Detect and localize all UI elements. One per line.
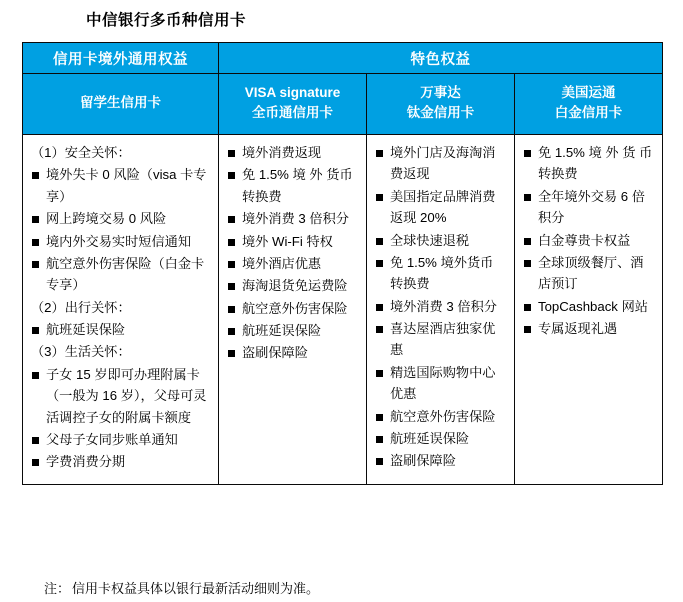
benefit-item: 航空意外伤害保险 (375, 406, 506, 427)
benefit-item: 父母子女同步账单通知 (31, 429, 210, 450)
benefit-item: 境外消费 3 倍积分 (227, 208, 358, 229)
benefit-item: 全球快速退税 (375, 230, 506, 251)
benefits-cell-visa-signature (219, 135, 367, 485)
benefit-item: 航空意外伤害保险（白金卡专享） (31, 253, 210, 296)
benefit-item: 境外门店及海淘消费返现 (375, 142, 506, 185)
benefit-item: 境外失卡 0 风险（visa 卡专享） (31, 164, 210, 207)
benefit-item: 喜达屋酒店独家优惠 (375, 318, 506, 361)
benefit-item: 航空意外伤害保险 (227, 298, 358, 319)
table-body-row (23, 135, 663, 485)
benefit-item: 学费消费分期 (31, 451, 210, 472)
column-header-line1: 美国运通 (561, 85, 616, 101)
credit-card-benefits-table (22, 42, 663, 485)
benefit-item: 境外消费 3 倍积分 (375, 296, 506, 317)
column-header-line1: 万事达 (420, 85, 461, 101)
benefit-item: 境外 Wi-Fi 特权 (227, 231, 358, 252)
note-label: 注： (44, 581, 71, 596)
benefit-item: 航班延误保险 (375, 428, 506, 449)
column-header-line2: 全币通信用卡 (252, 105, 333, 120)
benefit-list-visa-signature (227, 142, 358, 364)
benefit-item: 子女 15 岁即可办理附属卡（一般为 16 岁），父母可灵活调控子女的附属卡额度 (31, 364, 210, 428)
benefit-item: 海淘退货免运费险 (227, 275, 358, 296)
benefit-item: 免 1.5% 境外货币转换费 (375, 252, 506, 295)
benefit-item: 免 1.5% 境 外 货 币转换费 (523, 142, 654, 185)
table-note (44, 578, 319, 597)
benefit-item: 盗刷保障险 (375, 450, 506, 471)
column-header-line2: 白金信用卡 (554, 105, 623, 120)
group-header-general: 信用卡境外通用权益 (23, 43, 219, 74)
benefit-item: 网上跨境交易 0 风险 (31, 208, 210, 229)
column-header-mastercard (367, 74, 515, 135)
table-column-header-row (23, 74, 663, 135)
benefit-section-label: （1）安全关怀： (31, 145, 131, 160)
column-header-line1: 留学生信用卡 (80, 95, 161, 111)
group-header-featured: 特色权益 (219, 43, 663, 74)
column-header-visa-signature (219, 74, 367, 135)
benefit-item: 美国指定品牌消费返现 20% (375, 186, 506, 229)
benefit-item: 全年境外交易 6 倍积分 (523, 186, 654, 229)
benefit-item: 境内外交易实时短信通知 (31, 231, 210, 252)
benefits-cell-mastercard (367, 135, 515, 485)
column-header-line1: VISA signature (244, 85, 341, 101)
benefit-item: 专属返现礼遇 (523, 318, 654, 339)
note-text: 信用卡权益具体以银行最新活动细则为准。 (72, 581, 320, 596)
column-header-student-card (23, 74, 219, 135)
benefit-section-label: （3）生活关怀： (31, 344, 131, 360)
column-header-amex (515, 74, 663, 135)
benefit-item: 白金尊贵卡权益 (523, 230, 654, 251)
page-title: 中信银行多币种信用卡 (86, 12, 247, 29)
benefit-item: 免 1.5% 境 外 货币转换费 (227, 164, 358, 207)
benefit-item: 境外酒店优惠 (227, 253, 358, 274)
benefit-item: 盗刷保障险 (227, 342, 358, 363)
column-header-line2: 钛金信用卡 (406, 105, 475, 120)
benefit-section-label: （2）出行关怀： (31, 299, 131, 315)
benefit-list-student-card (31, 142, 210, 473)
benefits-cell-amex (515, 135, 663, 485)
benefit-item: 航班延误保险 (227, 320, 358, 341)
benefit-item: 航班延误保险 (31, 319, 210, 340)
table-group-header-row (23, 43, 663, 74)
benefit-item: 全球顶级餐厅、酒店预订 (523, 252, 654, 295)
benefit-item: TopCashback 网站 (523, 296, 654, 317)
benefit-item: 精选国际购物中心优惠 (375, 362, 506, 405)
benefit-list-mastercard (375, 142, 506, 472)
benefit-item: 境外消费返现 (227, 142, 358, 163)
benefit-list-amex (523, 142, 654, 339)
benefits-cell-student-card (23, 135, 219, 485)
